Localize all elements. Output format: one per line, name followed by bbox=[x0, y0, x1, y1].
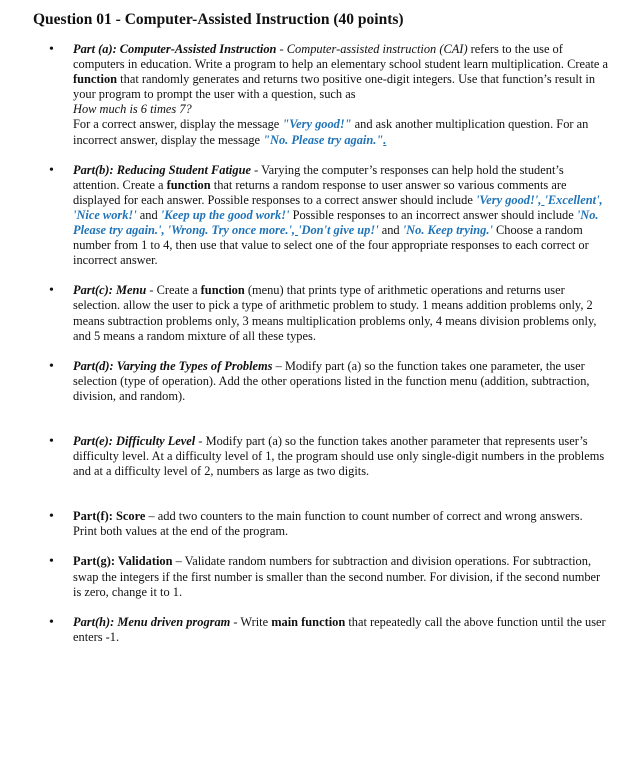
part-e bbox=[33, 434, 608, 479]
part-a-good-msg: "Very good!" bbox=[282, 117, 352, 132]
part-b-text-3: Possible responses to an incorrect answer should include bbox=[289, 207, 577, 222]
part-d bbox=[33, 359, 608, 404]
part-c-title: Part(c): Menu bbox=[73, 283, 147, 298]
part-a-example: How much is 6 times 7? bbox=[73, 102, 192, 117]
part-a-keyword: function bbox=[73, 72, 118, 87]
part-g-text-1: – Validate random numbers for subtraction and division operations. For subtraction, swap the integers if the first number is smaller than the second number. For division, if the second number is zero, change it to 1. bbox=[73, 554, 601, 599]
part-a-text-2: that randomly generates and returns two positive one-digit integers. Use that function’s result in your program to prompt the user with a question, such as bbox=[73, 72, 596, 102]
part-c-text-1: - Create a bbox=[146, 283, 201, 298]
part-a-bad-msg: "No. Please try again." bbox=[263, 132, 384, 147]
part-a-text-5: . bbox=[383, 132, 387, 147]
part-b bbox=[33, 163, 608, 269]
part-a-text-4: and ask another multiplication question. For an incorrect answer, display the message bbox=[73, 117, 589, 147]
part-f-text-1: – add two counters to the main function to count number of correct and wrong answers. Print both values at the end of the program. bbox=[73, 509, 583, 539]
part-b-title: Part(b): Reducing Student Fatigue bbox=[73, 162, 251, 177]
part-b-and-2: and bbox=[378, 223, 403, 238]
part-h-text-1: - Write bbox=[230, 614, 272, 629]
part-f bbox=[33, 509, 608, 539]
part-g bbox=[33, 554, 608, 599]
part-e-title: Part(e): Difficulty Level bbox=[73, 433, 196, 448]
part-a-title: Part (a): Computer-Assisted Instruction bbox=[73, 42, 277, 56]
part-b-correct-response-3: 'Keep up the good work!' bbox=[160, 207, 290, 222]
part-a-sep: - bbox=[276, 42, 287, 56]
part-a-text-3: For a correct answer, display the message bbox=[73, 117, 283, 132]
part-h-keyword: main function bbox=[271, 614, 346, 629]
part-d-title: Part(d): Varying the Types of Problems bbox=[73, 358, 273, 373]
part-b-keyword: function bbox=[166, 177, 211, 192]
part-b-wrong-response-1: 'No. Please try again.', 'Wrong. Try once more.', bbox=[73, 207, 599, 238]
part-h-text-2: that repeatedly call the above function until the user enters -1. bbox=[73, 614, 606, 644]
part-b-text-4: Choose a random number from 1 to 4, then use that value to select one of the four appropriate responses to each correct or incorrect answer. bbox=[73, 223, 589, 268]
part-c bbox=[33, 283, 608, 343]
part-b-and-1: and bbox=[136, 207, 161, 222]
part-g-title: Part(g): Validation bbox=[73, 554, 173, 569]
parts-list bbox=[33, 42, 608, 645]
part-a bbox=[33, 42, 608, 148]
part-b-wrong-response-2: 'Don't give up!' bbox=[298, 223, 379, 238]
part-a-intro: Computer-assisted instruction (CAI) bbox=[286, 42, 468, 56]
part-h bbox=[33, 615, 608, 645]
part-b-text-2: that returns a random response to user answer so various comments are displayed for each answer. Possible responses to a correct answer should include bbox=[73, 177, 567, 207]
part-h-title: Part(h): Menu driven program bbox=[73, 614, 231, 629]
part-e-text-1: - Modify part (a) so the function takes another parameter that represents user’s difficulty level. At a difficulty level of 1, the program should use only single-digit numbers in the problems and at a difficulty level of 2, numbers as large as two digits. bbox=[73, 433, 605, 479]
part-b-correct-response-1: 'Very good!', bbox=[475, 192, 542, 207]
question-title: Question 01 - Computer-Assisted Instruction (40 points) bbox=[33, 11, 404, 28]
part-f-title: Part(f): Score bbox=[73, 509, 146, 524]
part-c-text-2: (menu) that prints type of arithmetic operations and returns user selection. allow the user to pick a type of arithmetic problem to study. 1 means addition problems only, 2 means subtraction problems only, 3 means multiplication problems only, 4 means division problems only, and 5 means a random mixture of all these types. bbox=[73, 283, 597, 343]
part-a-text-1: refers to the use of computers in education. Write a program to help an elementary school student learn multiplication. Create a bbox=[73, 42, 608, 72]
part-b-wrong-response-3: 'No. Keep trying.' bbox=[402, 223, 493, 238]
part-b-correct-response-2: 'Excellent', 'Nice work!' bbox=[73, 192, 603, 222]
part-c-keyword: function bbox=[200, 283, 245, 298]
part-d-text-1: – Modify part (a) so the function takes one parameter, the user selection (type of operation). Add the other operations listed in the function menu (addition, subtraction, division, and random). bbox=[73, 358, 590, 403]
part-b-text-1: - Varying the computer’s responses can help hold the student’s attention. Create a bbox=[73, 162, 564, 192]
